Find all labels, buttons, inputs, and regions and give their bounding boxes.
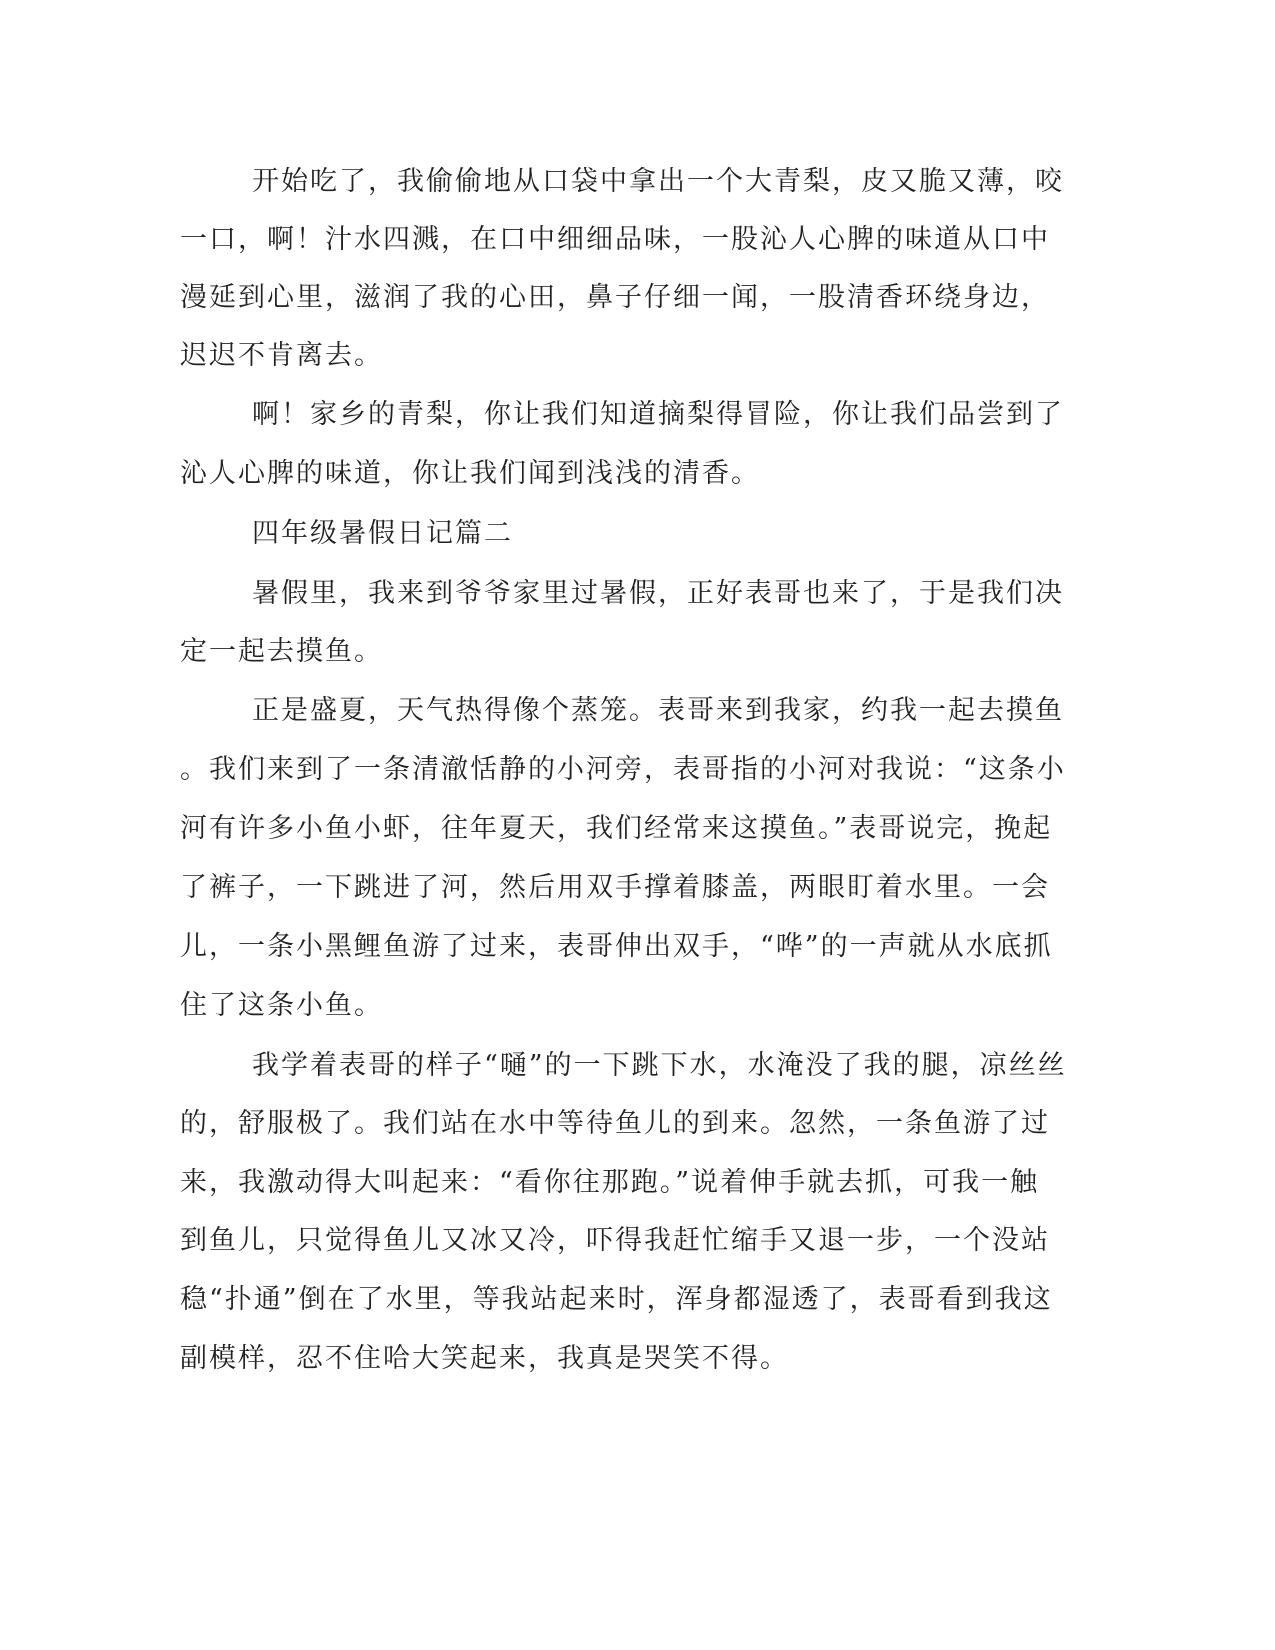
text-line: 定一起去摸鱼。 (180, 636, 383, 667)
text-line: 河有许多小鱼小虾，往年夏天，我们经常来这摸鱼。”表哥说完，挽起 (180, 813, 1053, 844)
section-heading: 四年级暑假日记篇二 (252, 518, 513, 549)
text-line: 儿，一条小黑鲤鱼游了过来，表哥伸出双手，“哗”的一声就从水底抓 (180, 931, 1053, 962)
text-line: 的，舒服极了。我们站在水中等待鱼儿的到来。忽然，一条鱼游了过 (180, 1108, 1050, 1139)
text-line: 一口，啊！汁水四溅，在口中细细品味，一股沁人心脾的味道从口中 (180, 224, 1050, 255)
text-line: 我学着表哥的样子“嗵”的一下跳下水，水淹没了我的腿，凉丝丝 (252, 1050, 1067, 1081)
text-line: 正是盛夏，天气热得像个蒸笼。表哥来到我家，约我一起去摸鱼 (252, 695, 1064, 726)
text-line: 沁人心脾的味道，你让我们闻到浅浅的清香。 (180, 458, 760, 489)
text-line: 。我们来到了一条清澈恬静的小河旁，表哥指的小河对我说：“这条小 (180, 754, 1066, 785)
text-line: 稳“扑通”倒在了水里，等我站起来时，浑身都湿透了，表哥看到我这 (180, 1284, 1053, 1315)
text-line: 来，我激动得大叫起来：“看你往那跑。”说着伸手就去抓，可我一触 (180, 1167, 1040, 1198)
text-line: 漫延到心里，滋润了我的心田，鼻子仔细一闻，一股清香环绕身边， (180, 282, 1050, 313)
text-line: 了裤子，一下跳进了河，然后用双手撑着膝盖，两眼盯着水里。一会 (180, 872, 1050, 903)
text-line: 迟迟不肯离去。 (180, 340, 383, 371)
text-line: 住了这条小鱼。 (180, 990, 383, 1021)
text-line: 到鱼儿，只觉得鱼儿又冰又冷，吓得我赶忙缩手又退一步，一个没站 (180, 1225, 1050, 1256)
text-line: 啊！家乡的青梨，你让我们知道摘梨得冒险，你让我们品尝到了 (252, 399, 1064, 430)
text-line: 开始吃了，我偷偷地从口袋中拿出一个大青梨，皮又脆又薄，咬 (252, 166, 1064, 197)
text-line: 副模样，忍不住哈大笑起来，我真是哭笑不得。 (180, 1343, 789, 1374)
text-line: 暑假里，我来到爷爷家里过暑假，正好表哥也来了，于是我们决 (252, 578, 1064, 609)
